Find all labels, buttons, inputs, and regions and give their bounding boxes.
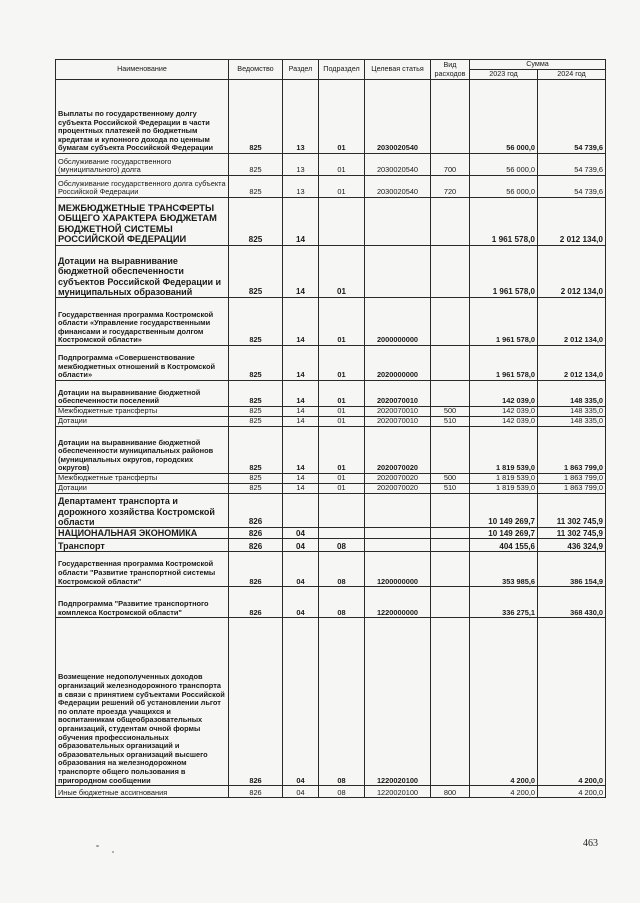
row-target — [365, 494, 431, 528]
row-subsection: 01 — [319, 474, 365, 484]
row-sum-2023: 56 000,0 — [470, 80, 538, 154]
row-sum-2024: 54 739,6 — [538, 176, 606, 198]
row-sum-2023: 336 275,1 — [470, 587, 538, 618]
row-expense-type — [431, 427, 470, 474]
row-sum-2023: 1 819 539,0 — [470, 484, 538, 494]
row-section: 04 — [283, 552, 319, 587]
row-section: 13 — [283, 154, 319, 176]
row-section: 13 — [283, 176, 319, 198]
header-expense-type: Вид расходов — [431, 60, 470, 80]
row-name: Подпрограмма «Совершенствование межбюджетных отношений в Костромской области» — [56, 346, 229, 381]
row-name: Иные бюджетные ассигнования — [56, 786, 229, 798]
row-subsection — [319, 198, 365, 246]
row-sum-2023: 404 155,6 — [470, 539, 538, 552]
row-dept: 826 — [229, 618, 283, 786]
row-sum-2023: 4 200,0 — [470, 618, 538, 786]
row-sum-2023: 1 819 539,0 — [470, 474, 538, 484]
table-row — [56, 528, 606, 539]
row-sum-2024: 436 324,9 — [538, 539, 606, 552]
row-target: 2020070010 — [365, 407, 431, 417]
row-subsection: 08 — [319, 539, 365, 552]
row-sum-2024: 2 012 134,0 — [538, 198, 606, 246]
row-expense-type: 510 — [431, 484, 470, 494]
row-subsection: 01 — [319, 176, 365, 198]
row-dept: 825 — [229, 154, 283, 176]
row-sum-2023: 1 961 578,0 — [470, 246, 538, 298]
row-name: НАЦИОНАЛЬНАЯ ЭКОНОМИКА — [56, 528, 229, 539]
row-name: Межбюджетные трансферты — [56, 407, 229, 417]
row-dept: 825 — [229, 298, 283, 346]
row-sum-2024: 1 863 799,0 — [538, 427, 606, 474]
row-sum-2023: 10 149 269,7 — [470, 528, 538, 539]
row-target — [365, 528, 431, 539]
row-name: Государственная программа Костромской области «Управление государственными финансами и государственным долгом Костромской области» — [56, 298, 229, 346]
table-row — [56, 198, 606, 246]
table-row — [56, 484, 606, 494]
row-name: Обслуживание государственного (муниципального) долга — [56, 154, 229, 176]
row-dept: 825 — [229, 198, 283, 246]
row-section: 13 — [283, 80, 319, 154]
row-sum-2023: 4 200,0 — [470, 786, 538, 798]
row-section: 14 — [283, 346, 319, 381]
header-subsection: Подраздел — [319, 60, 365, 80]
row-name: Подпрограмма "Развитие транспортного комплекса Костромской области" — [56, 587, 229, 618]
row-sum-2023: 56 000,0 — [470, 154, 538, 176]
row-sum-2024: 148 335,0 — [538, 381, 606, 407]
row-sum-2023: 1 819 539,0 — [470, 427, 538, 474]
table-row — [56, 298, 606, 346]
row-section: 14 — [283, 298, 319, 346]
row-dept: 825 — [229, 474, 283, 484]
row-subsection: 01 — [319, 417, 365, 427]
row-section: 14 — [283, 246, 319, 298]
row-expense-type — [431, 587, 470, 618]
row-sum-2023: 142 039,0 — [470, 381, 538, 407]
row-section: 14 — [283, 427, 319, 474]
row-name: Возмещение недополученных доходов организаций железнодорожного транспорта в связи с принятием субъектами Российской Федерации решений об установлении льгот по оплате проезда учащихся и воспитанникам общеобразовательных организаций, студентам очной формы обучения профессиональных образовательных организаций и образовательных организаций высшего образования на железнодорожном транспорте общего пользования в пригородном сообщении — [56, 618, 229, 786]
scan-speck — [96, 845, 99, 847]
row-target: 1220020100 — [365, 786, 431, 798]
row-expense-type — [431, 618, 470, 786]
row-target: 2030020540 — [365, 154, 431, 176]
row-subsection: 01 — [319, 80, 365, 154]
row-sum-2024: 1 863 799,0 — [538, 474, 606, 484]
row-target — [365, 198, 431, 246]
row-section: 14 — [283, 407, 319, 417]
table-row — [56, 427, 606, 474]
row-name: Межбюджетные трансферты — [56, 474, 229, 484]
row-dept: 825 — [229, 407, 283, 417]
row-target — [365, 246, 431, 298]
row-section — [283, 494, 319, 528]
row-sum-2024: 148 335,0 — [538, 417, 606, 427]
row-sum-2024: 2 012 134,0 — [538, 298, 606, 346]
row-section: 14 — [283, 474, 319, 484]
row-expense-type: 500 — [431, 407, 470, 417]
row-sum-2023: 142 039,0 — [470, 407, 538, 417]
header-dept: Ведомство — [229, 60, 283, 80]
row-dept: 826 — [229, 539, 283, 552]
table-row — [56, 154, 606, 176]
row-target: 2020070020 — [365, 427, 431, 474]
row-dept: 826 — [229, 587, 283, 618]
row-dept: 825 — [229, 346, 283, 381]
row-dept: 825 — [229, 80, 283, 154]
row-dept: 825 — [229, 484, 283, 494]
row-sum-2023: 1 961 578,0 — [470, 198, 538, 246]
row-expense-type — [431, 539, 470, 552]
row-target: 2020070020 — [365, 474, 431, 484]
budget-table — [55, 59, 606, 798]
row-expense-type — [431, 246, 470, 298]
row-section: 14 — [283, 381, 319, 407]
row-expense-type — [431, 80, 470, 154]
row-expense-type: 500 — [431, 474, 470, 484]
table-row — [56, 346, 606, 381]
row-subsection: 01 — [319, 381, 365, 407]
row-subsection — [319, 528, 365, 539]
row-section: 14 — [283, 198, 319, 246]
row-name: Обслуживание государственного долга субъекта Российской Федерации — [56, 176, 229, 198]
row-target: 1220000000 — [365, 587, 431, 618]
row-subsection: 01 — [319, 346, 365, 381]
row-expense-type — [431, 552, 470, 587]
row-sum-2023: 1 961 578,0 — [470, 346, 538, 381]
row-target: 2030020540 — [365, 80, 431, 154]
header-year-2023: 2023 год — [470, 70, 538, 80]
row-subsection: 01 — [319, 407, 365, 417]
row-sum-2024: 1 863 799,0 — [538, 484, 606, 494]
header-section: Раздел — [283, 60, 319, 80]
row-dept: 826 — [229, 494, 283, 528]
row-sum-2024: 2 012 134,0 — [538, 246, 606, 298]
row-expense-type — [431, 494, 470, 528]
table-row — [56, 246, 606, 298]
row-section: 04 — [283, 528, 319, 539]
row-section: 14 — [283, 484, 319, 494]
row-dept: 826 — [229, 552, 283, 587]
row-name: Дотации на выравнивание бюджетной обеспеченности субъектов Российской Федерации и муниципальных образований — [56, 246, 229, 298]
row-target: 2030020540 — [365, 176, 431, 198]
row-dept: 826 — [229, 528, 283, 539]
row-sum-2023: 353 985,6 — [470, 552, 538, 587]
row-section: 04 — [283, 539, 319, 552]
row-expense-type — [431, 198, 470, 246]
row-sum-2024: 54 739,6 — [538, 154, 606, 176]
row-expense-type — [431, 346, 470, 381]
row-expense-type: 510 — [431, 417, 470, 427]
row-sum-2023: 10 149 269,7 — [470, 494, 538, 528]
row-section: 14 — [283, 417, 319, 427]
row-dept: 825 — [229, 381, 283, 407]
table-row — [56, 539, 606, 552]
table-row — [56, 176, 606, 198]
row-sum-2024: 368 430,0 — [538, 587, 606, 618]
row-name: Выплаты по государственному долгу субъекта Российской Федерации в части процентных платежей по бюджетным кредитам и купонного дохода по ценным бумагам субъекта Российской Федерации — [56, 80, 229, 154]
row-subsection: 01 — [319, 427, 365, 474]
table-row — [56, 474, 606, 484]
table-row — [56, 417, 606, 427]
row-name: Дотации — [56, 484, 229, 494]
row-subsection: 08 — [319, 552, 365, 587]
row-target: 2000000000 — [365, 298, 431, 346]
table-row — [56, 587, 606, 618]
row-sum-2024: 148 335,0 — [538, 407, 606, 417]
row-expense-type: 700 — [431, 154, 470, 176]
table-row — [56, 618, 606, 786]
row-name: Транспорт — [56, 539, 229, 552]
row-target: 1220020100 — [365, 618, 431, 786]
header-sum: Сумма — [470, 60, 606, 70]
row-subsection: 01 — [319, 298, 365, 346]
row-expense-type — [431, 298, 470, 346]
row-sum-2024: 11 302 745,9 — [538, 528, 606, 539]
row-dept: 825 — [229, 246, 283, 298]
row-sum-2023: 1 961 578,0 — [470, 298, 538, 346]
row-name: Дотации — [56, 417, 229, 427]
header-year-2024: 2024 год — [538, 70, 606, 80]
header-name: Наименование — [56, 60, 229, 80]
row-dept: 825 — [229, 427, 283, 474]
row-sum-2024: 4 200,0 — [538, 786, 606, 798]
table-row — [56, 80, 606, 154]
row-dept: 826 — [229, 786, 283, 798]
row-target: 2020070020 — [365, 484, 431, 494]
row-sum-2024: 386 154,9 — [538, 552, 606, 587]
row-subsection: 01 — [319, 154, 365, 176]
row-target — [365, 539, 431, 552]
row-expense-type: 720 — [431, 176, 470, 198]
row-target: 1200000000 — [365, 552, 431, 587]
row-expense-type: 800 — [431, 786, 470, 798]
row-dept: 825 — [229, 176, 283, 198]
row-sum-2024: 4 200,0 — [538, 618, 606, 786]
row-name: Департамент транспорта и дорожного хозяйства Костромской области — [56, 494, 229, 528]
table-row — [56, 381, 606, 407]
row-sum-2023: 56 000,0 — [470, 176, 538, 198]
row-expense-type — [431, 528, 470, 539]
row-sum-2024: 11 302 745,9 — [538, 494, 606, 528]
row-dept: 825 — [229, 417, 283, 427]
row-sum-2024: 54 739,6 — [538, 80, 606, 154]
row-subsection — [319, 494, 365, 528]
scan-speck — [112, 851, 114, 853]
row-name: Дотации на выравнивание бюджетной обеспеченности муниципальных районов (муниципальных округов, городских округов) — [56, 427, 229, 474]
page-number: 463 — [583, 838, 598, 849]
table-row — [56, 786, 606, 798]
header-target: Целевая статья — [365, 60, 431, 80]
row-section: 04 — [283, 618, 319, 786]
row-sum-2024: 2 012 134,0 — [538, 346, 606, 381]
row-subsection: 01 — [319, 484, 365, 494]
row-subsection: 08 — [319, 786, 365, 798]
row-expense-type — [431, 381, 470, 407]
table-row — [56, 407, 606, 417]
row-subsection: 01 — [319, 246, 365, 298]
row-target: 2020070010 — [365, 417, 431, 427]
row-subsection: 08 — [319, 618, 365, 786]
row-name: МЕЖБЮДЖЕТНЫЕ ТРАНСФЕРТЫ ОБЩЕГО ХАРАКТЕРА БЮДЖЕТАМ БЮДЖЕТНОЙ СИСТЕМЫ РОССИЙСКОЙ ФЕДЕРАЦИИ — [56, 198, 229, 246]
row-section: 04 — [283, 786, 319, 798]
row-target: 2020000000 — [365, 346, 431, 381]
row-target: 2020070010 — [365, 381, 431, 407]
row-name: Государственная программа Костромской области "Развитие транспортной системы Костромской области" — [56, 552, 229, 587]
table-row — [56, 552, 606, 587]
row-subsection: 08 — [319, 587, 365, 618]
row-section: 04 — [283, 587, 319, 618]
row-sum-2023: 142 039,0 — [470, 417, 538, 427]
table-row — [56, 494, 606, 528]
row-name: Дотации на выравнивание бюджетной обеспеченности поселений — [56, 381, 229, 407]
